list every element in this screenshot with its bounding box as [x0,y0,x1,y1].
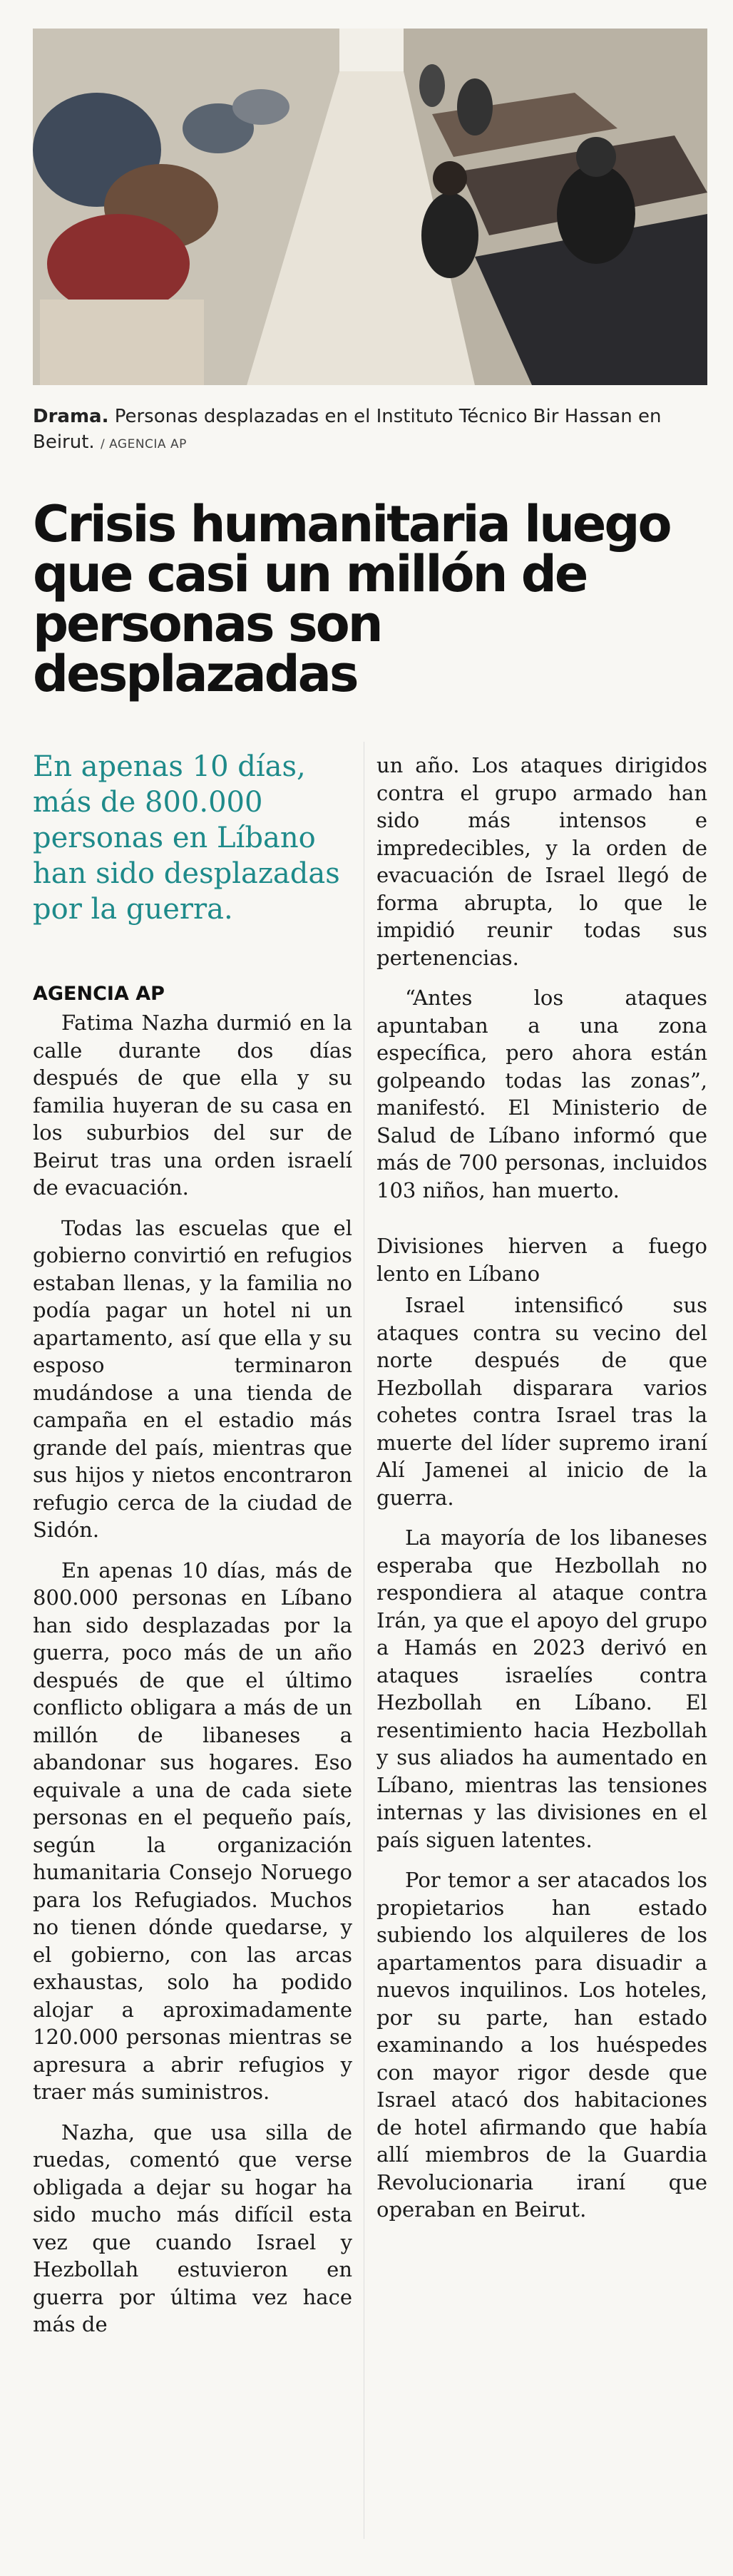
paragraph: La mayoría de los libaneses esperaba que Hezbollah no respondiera al ataque contra Irán, ya que el apoyo del grupo a Hamás en 2023 derivó en ataques israelíes contra Hezbollah en Líbano. El resentimiento hacia Hezbollah y sus aliados ha aumentado en Líbano, mientras las tensiones internas y las divisiones en el país siguen latentes. [376,1525,707,1852]
paragraph: Todas las escuelas que el gobierno convirtió en refugios estaban llenas, y la familia no podía pagar un hotel ni un apartamento, así que ella y su esposo terminaron mudándose a una tienda de campaña en el estadio más grande del país, mientras que sus hijos y nietos encontraron refugio cerca de la ciudad de Sidón. [33,1215,352,1542]
photo-icon [33,29,707,385]
right-body [376,752,707,2224]
left-body [33,1009,352,2339]
subheading: Divisiones hierven a fuego lento en Líbano [376,1234,707,1286]
right-column [376,752,707,2237]
paragraph: Nazha, que usa silla de ruedas, comentó que verse obligada a dejar su hogar ha sido mucho más difícil esta vez que cuando Israel y Hezbollah estuvieron en guerra por última vez hace más de [33,2120,352,2336]
paragraph: Fatima Nazha durmió en la calle durante dos días después de que ella y su familia huyeran de su casa en los suburbios del sur de Beirut tras una orden israelí de evacuación. [33,1011,352,1200]
caption-lead: Drama. [33,406,109,427]
paragraph: Israel intensificó sus ataques contra su vecino del norte después de que Hezbollah disparara varios cohetes contra Israel tras la muerte del líder supremo iraní Alí Jamenei al inicio de la guerra. [376,1293,707,1510]
paragraph: Por temor a ser atacados los propietarios han estado subiendo los alquileres de los apartamentos para disuadir a nuevos inquilinos. Los hoteles, por su parte, han estado examinando a los huéspedes con mayor rigor desde que Israel atacó dos habitaciones de hotel afirmando que había allí miembros de la Guardia Revolucionaria iraní que operaban en Beirut. [376,1868,707,2222]
news-photo [33,29,707,385]
photo-caption [33,404,707,457]
caption-text: Personas desplazadas en el Instituto Técnico Bir Hassan en Beirut. [33,406,662,453]
paragraph: “Antes los ataques apuntaban a una zona específica, pero ahora están golpeando todas las zonas”, manifestó. El Ministerio de Salud de Líbano informó que más de 700 personas, incluidos 103 niños, han muerto. [376,986,707,1202]
left-column [33,749,352,2351]
byline: AGENCIA AP [33,983,165,1005]
lede: En apenas 10 días, más de 800.000 personas en Líbano han sido desplazadas por la guerra. [33,750,340,926]
paragraph: un año. Los ataques dirigidos contra el grupo armado han sido más intensos e impredecibles, y la orden de evacuación de Israel llegó de forma abrupta, lo que le impidió reunir todas sus pertenencias. [376,753,707,970]
paragraph: En apenas 10 días, más de 800.000 personas en Líbano han sido desplazadas por la guerra, poco más de un año después de que el último conflicto obligara a más de un millón de libaneses a abandonar sus hogares. Eso equivale a una de cada siete personas en el pequeño país, según la organización humanitaria Consejo Noruego para los Refugiados. Muchos no tienen dónde quedarse, y el gobierno, con las arcas exhaustas, solo ha podido alojar a aproximadamente 120.000 personas mientras se apresura a abrir refugios y traer más suministros. [33,1558,352,2104]
headline: Crisis humanitaria luego que casi un millón de personas son desplazadas [33,495,670,703]
caption-credit: / AGENCIA AP [100,437,187,451]
